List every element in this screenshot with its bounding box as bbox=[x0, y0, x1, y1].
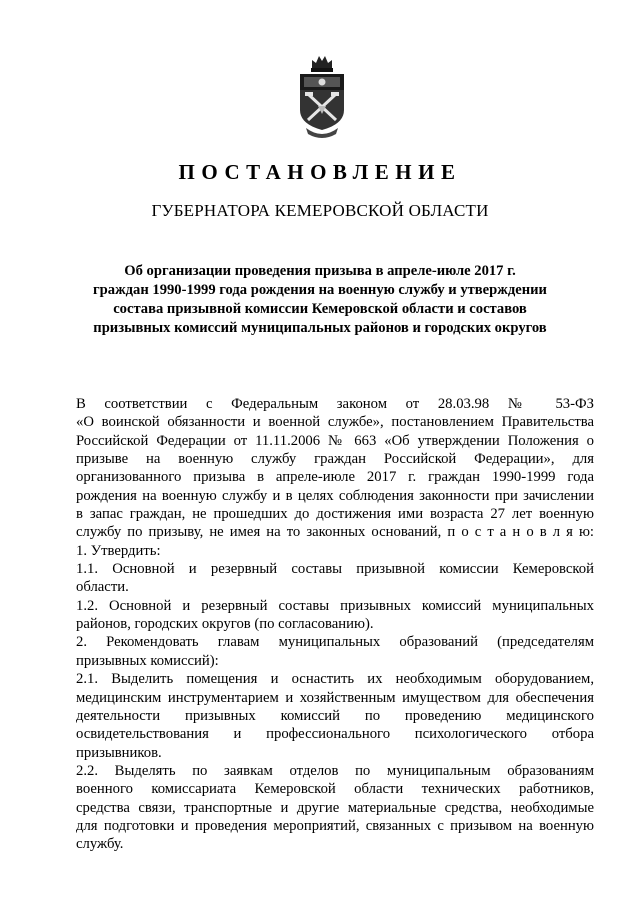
text-line: Российской Федерации от 11.11.2006 № 663 «Об утверждении Положения о bbox=[76, 432, 594, 449]
text-line: службу по призыву, не имея на то законных оснований, п о с т а н о в л я ю: bbox=[76, 524, 594, 541]
text-line: в запас граждан, не прошедших до достижения ими возраста 27 лет военную bbox=[76, 506, 594, 523]
heading-line: Об организации проведения призыва в апреле-июле 2017 г. bbox=[124, 263, 516, 279]
text-line: рождения на военную службу и в целях соблюдения законности при зачислении bbox=[76, 487, 594, 504]
text-line: 1.1. Основной и резервный составы призывной комиссии Кемеровской bbox=[76, 561, 594, 578]
text-line: 2.2. Выделять по заявкам отделов по муниципальным образованиям bbox=[76, 762, 594, 779]
paragraph-item-1-1 bbox=[76, 560, 594, 597]
text-line: 2. Рекомендовать главам муниципальных образований (председателям bbox=[76, 634, 594, 651]
paragraph-preamble bbox=[76, 395, 594, 542]
text-line: призывных комиссий): bbox=[76, 652, 219, 669]
text-line: организованного призыва в апреле-июле 2017 г. граждан 1990-1999 года bbox=[76, 469, 594, 486]
text-line: призывников. bbox=[76, 744, 162, 761]
document-title: ПОСТАНОВЛЕНИЕ bbox=[178, 160, 462, 184]
coat-of-arms-icon bbox=[296, 52, 348, 142]
text-line: призыве на военную службу граждан Российской Федерации», для bbox=[76, 451, 594, 468]
text-line: районов, городских округов (по согласованию). bbox=[76, 616, 374, 633]
text-line: «О воинской обязанности и военной службе», постановлением Правительства bbox=[76, 414, 594, 431]
text-line: военного комиссариата Кемеровской области технических работников, bbox=[76, 781, 594, 798]
paragraph-item-2-2 bbox=[76, 762, 594, 854]
document-subtitle: ГУБЕРНАТОРА КЕМЕРОВСКОЙ ОБЛАСТИ bbox=[151, 201, 489, 220]
document-heading bbox=[70, 262, 570, 338]
text-line: 1.2. Основной и резервный составы призывных комиссий муниципальных bbox=[76, 597, 594, 614]
text-line: области. bbox=[76, 579, 129, 596]
text-line: для подготовки и проведения мероприятий, связанных с призывом на военную bbox=[76, 817, 594, 834]
heading-line: граждан 1990-1999 года рождения на военную службу и утверждении bbox=[93, 282, 547, 298]
text-line: деятельности призывных комиссий по проведению медицинского bbox=[76, 707, 594, 724]
paragraph-item-2 bbox=[76, 633, 594, 670]
text-line: В соответствии с Федеральным законом от 28.03.98 № 53-ФЗ bbox=[76, 396, 594, 412]
paragraph-item-1-2 bbox=[76, 597, 594, 634]
heading-line: состава призывной комиссии Кемеровской области и составов bbox=[113, 301, 527, 317]
document-body bbox=[76, 395, 594, 854]
paragraph-item-1 bbox=[76, 542, 594, 560]
heading-line: призывных комиссий муниципальных районов и городских округов bbox=[93, 320, 547, 336]
text-line: средства связи, транспортные и другие материальные средства, необходимые bbox=[76, 799, 594, 816]
text-line: освидетельствования и профессионального психологического отбора bbox=[76, 726, 594, 743]
text-line: 1. Утвердить: bbox=[76, 542, 161, 559]
paragraph-item-2-1 bbox=[76, 670, 594, 762]
text-line: медицинским инструментарием и хозяйственным имуществом для обеспечения bbox=[76, 689, 594, 706]
text-line: службу. bbox=[76, 836, 124, 853]
text-line: 2.1. Выделить помещения и оснастить их необходимым оборудованием, bbox=[76, 671, 594, 688]
